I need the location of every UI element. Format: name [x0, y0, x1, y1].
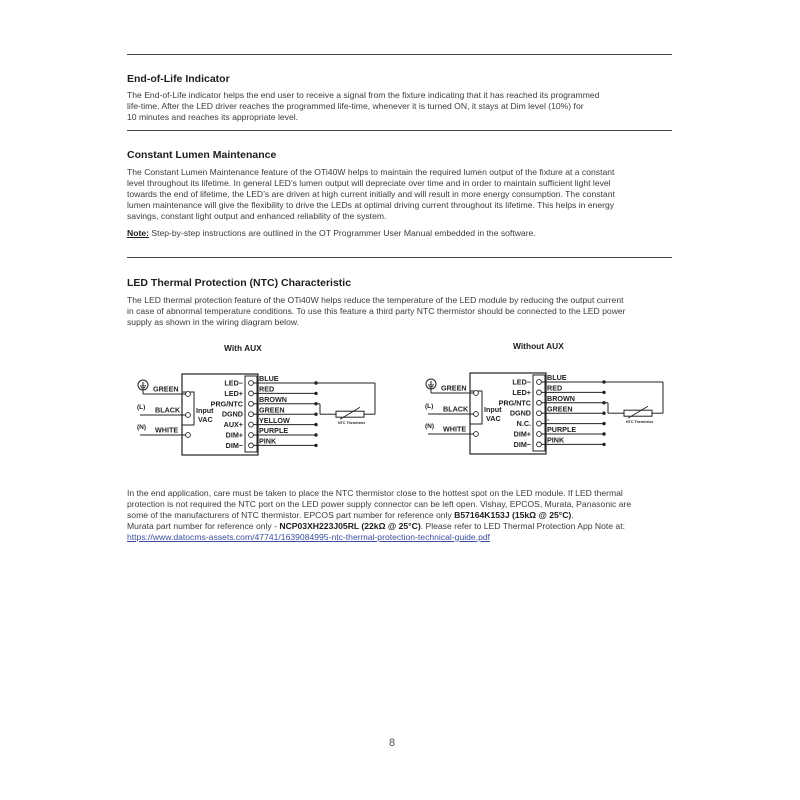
clm-line: The Constant Lumen Maintenance feature of the OTi40W helps to maintain the required lumen output of the fixture at a constant — [127, 167, 615, 177]
application-note — [127, 488, 672, 543]
eol-line: life-time. After the LED driver reaches the programmed life-time, whenever it is turned ON, it stays at Dim level (10%) for — [127, 100, 584, 111]
wire-end-dot — [602, 432, 605, 435]
terminal-label: LED+ — [224, 388, 243, 398]
app-text: . Please refer to LED Thermal Protection App Note at: — [420, 520, 625, 531]
output-wire-label: BROWN — [547, 394, 575, 403]
input-terminal-block — [470, 391, 482, 424]
input-terminal — [474, 412, 479, 417]
app-line — [127, 521, 672, 532]
output-wire-label: GREEN — [547, 404, 573, 414]
neutral-mark: (N) — [137, 424, 147, 431]
app-text: . — [571, 509, 574, 520]
input-wire-label: GREEN — [153, 384, 179, 394]
note-text: Step-by-step instructions are outlined in the OT Programmer User Manual embedded in the software. — [148, 228, 536, 238]
diagram-title-without-aux: Without AUX — [513, 341, 564, 351]
output-wire-label: RED — [259, 384, 275, 394]
output-wire-label: BLUE — [259, 374, 279, 384]
input-wire-label: WHITE — [155, 425, 179, 435]
page-number: 8 — [388, 737, 396, 749]
input-wire-label: WHITE — [443, 424, 467, 434]
line-mark: (L) — [137, 404, 146, 411]
output-terminal — [537, 390, 542, 395]
output-wire-label: PURPLE — [547, 425, 577, 435]
epcos-part: B57164K153J (15kΩ @ 25°C) — [454, 509, 572, 520]
ntc-heading: LED Thermal Protection (NTC) Characteristic — [127, 277, 352, 289]
eol-line: 10 minutes and reaches its appropriate level. — [127, 111, 299, 122]
terminal-label: LED− — [224, 378, 243, 388]
terminal-label: AUX+ — [223, 420, 243, 430]
input-label: Input — [484, 405, 502, 414]
terminal-label: DIM− — [225, 440, 243, 450]
input-terminal — [474, 432, 479, 437]
neutral-mark: (N) — [425, 423, 435, 430]
input-wire-label: BLACK — [443, 404, 469, 414]
clm-line: towards the end of lifetime, the LED’s are driven at high current initially and will result in more energy consumption. The constant — [127, 188, 615, 199]
vac-label: VAC — [198, 415, 213, 424]
clm-heading: Constant Lumen Maintenance — [127, 149, 277, 161]
output-terminal — [537, 432, 542, 437]
wire-end-dot — [602, 443, 605, 446]
app-line — [127, 532, 672, 543]
output-terminal — [537, 442, 542, 447]
app-note-link[interactable]: https://www.datocms-assets.com/47741/1639084995-ntc-thermal-protection-technical-guide.pdf — [127, 531, 491, 542]
terminal-label: PRG/NTC — [210, 399, 243, 409]
clm-line: savings, constant light output and enhanced reliability of the system. — [127, 210, 387, 221]
output-wire-label: RED — [547, 383, 563, 393]
wire-end-dot — [602, 391, 605, 394]
app-line — [127, 510, 672, 521]
line-mark: (L) — [425, 403, 434, 410]
ntc-line: The LED thermal protection feature of the OTi40W helps reduce the temperature of the LED module by reducing the output current — [127, 295, 624, 305]
output-wire-label: YELLOW — [259, 415, 290, 425]
thermistor-label: NTC Thermistor — [338, 421, 366, 426]
terminal-label: DGND — [509, 408, 531, 418]
output-wire-label: - — [547, 414, 550, 424]
diagram-title-with-aux: With AUX — [224, 343, 262, 353]
output-terminal — [537, 380, 542, 385]
app-line: In the end application, care must be taken to place the NTC thermistor close to the hottest spot on the LED module. If LED thermal — [127, 488, 623, 498]
input-wire-label: GREEN — [441, 383, 467, 393]
output-wire-label: PINK — [259, 436, 277, 446]
vac-label: VAC — [486, 414, 501, 423]
note-label: Note: — [127, 228, 149, 238]
eol-line: The End-of-Life indicator helps the end user to receive a signal from the fixture indicating that it has reached its programmed — [127, 90, 600, 100]
output-terminal — [537, 400, 542, 405]
output-wire-label: BLUE — [547, 373, 567, 383]
app-line: protection is not required the NTC port on the LED power supply connector can be left open. Vishay, EPCOS, Murata, Panasonic are — [127, 498, 632, 509]
output-wire-label: GREEN — [259, 405, 285, 415]
ntc-line: in case of abnormal temperature conditions. To use this feature a third party NTC thermistor should be connected to the LED power — [127, 305, 626, 316]
wire-end-dot — [602, 412, 605, 415]
terminal-label: N.C. — [516, 419, 531, 429]
driver-box — [470, 373, 546, 454]
ntc-line: supply as shown in the wiring diagram below. — [127, 316, 299, 327]
thermistor-label: NTC Thermistor — [626, 420, 654, 425]
app-text: some of the manufacturers of NTC thermistor. EPCOS part number for reference only — [127, 509, 455, 520]
wire-end-dot — [602, 422, 605, 425]
terminal-label: PRG/NTC — [498, 398, 531, 408]
terminal-label: DGND — [221, 409, 243, 419]
input-terminal — [474, 391, 479, 396]
clm-line: lumen maintenance will give the flexibility to drive the LEDs at optimal driving current throughout its lifetime. This helps in energy — [127, 199, 615, 210]
input-label: Input — [196, 406, 214, 415]
terminal-label: DIM− — [513, 439, 531, 449]
terminal-label: LED− — [512, 377, 531, 387]
murata-part: NCP03XH223J05RL (22kΩ @ 25°C) — [279, 520, 421, 531]
terminal-label: LED+ — [512, 387, 531, 397]
output-wire-label: PINK — [547, 435, 565, 445]
output-wire-label: BROWN — [259, 395, 287, 404]
terminal-label: DIM+ — [225, 430, 243, 440]
clm-line: level throughout its lifetime. In general LED’s lumen output will depreciate over time and in order to maintain sufficient light level — [127, 177, 611, 188]
output-terminal — [537, 421, 542, 426]
output-wire-label: PURPLE — [259, 426, 289, 436]
output-terminal — [537, 411, 542, 416]
app-text: Murata part number for reference only - — [127, 520, 280, 531]
terminal-label: DIM+ — [513, 429, 531, 439]
input-wire-label: BLACK — [155, 405, 181, 415]
eol-heading: End-of-Life Indicator — [127, 73, 230, 85]
ntc-thermistor-symbol — [624, 410, 652, 416]
